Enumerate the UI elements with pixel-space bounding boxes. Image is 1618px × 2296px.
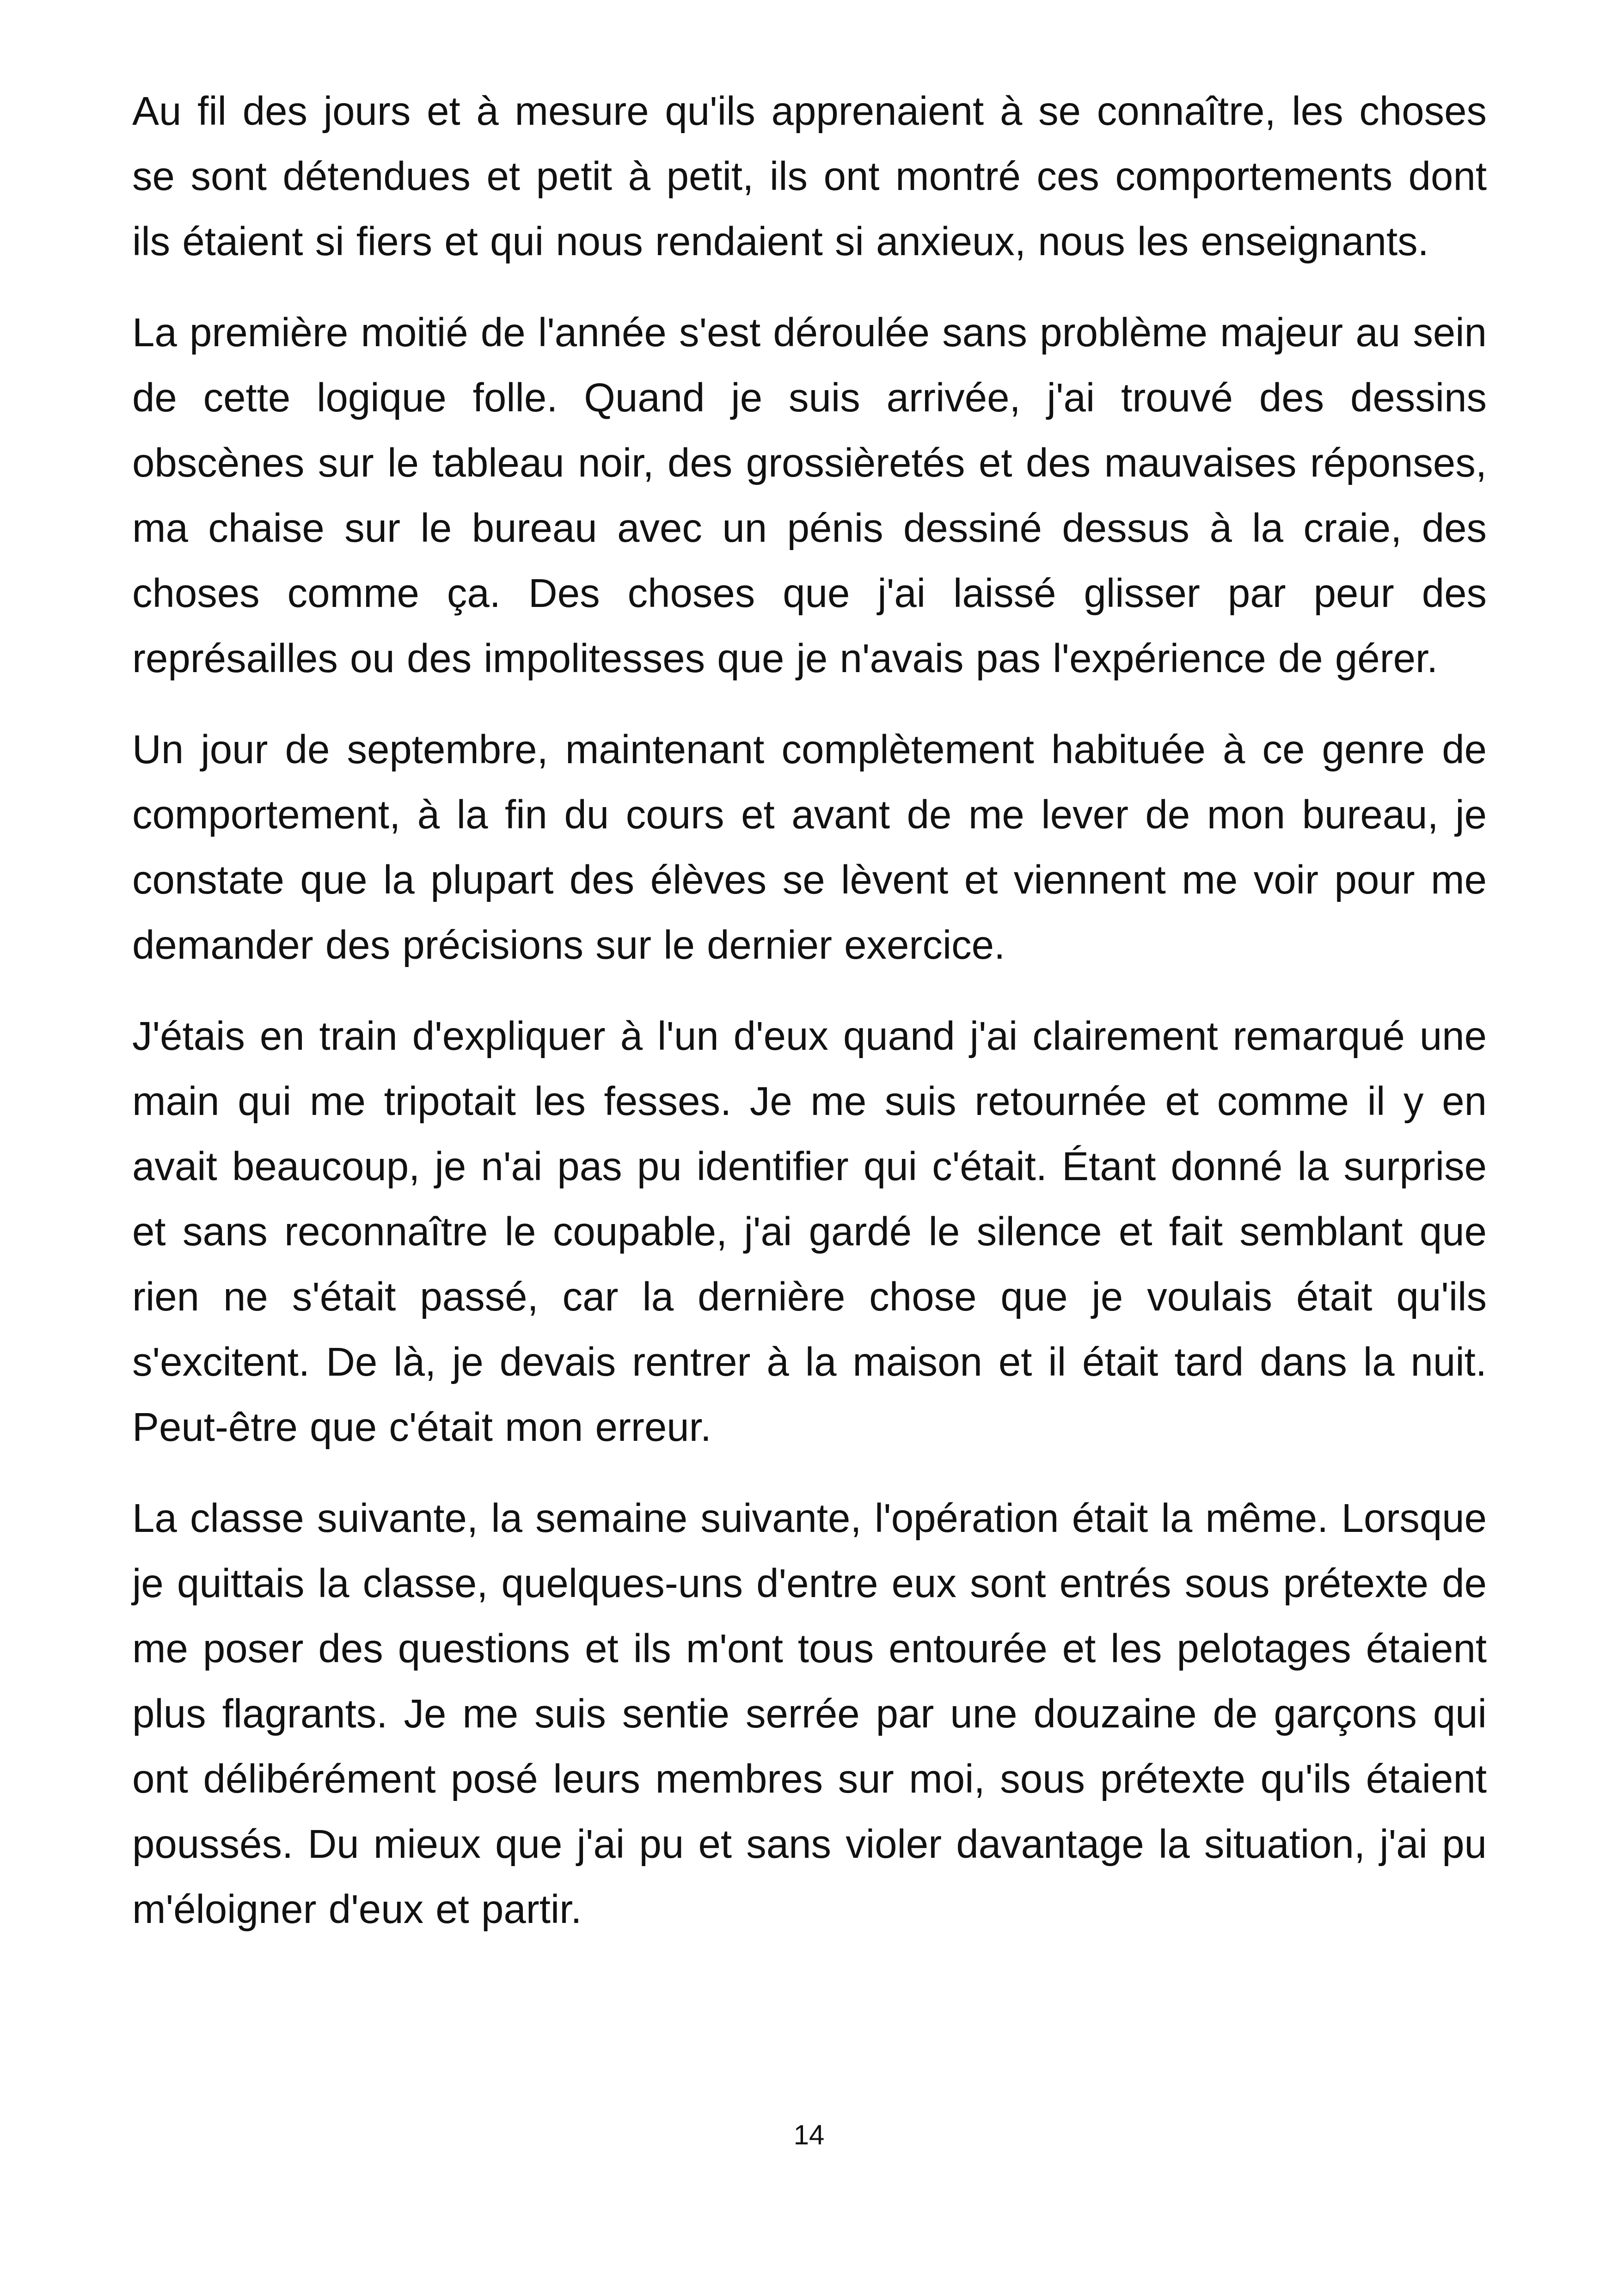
body-text	[132, 79, 1487, 1968]
paragraph: Au fil des jours et à mesure qu'ils apprenaient à se connaître, les choses se sont détendues et petit à petit, ils ont montré ces comportements dont ils étaient si fiers et qui nous rendaient si anxieux, nous les enseignants.	[132, 89, 1487, 264]
paragraph: La classe suivante, la semaine suivante, l'opération était la même. Lorsque je quittais la classe, quelques-uns d'entre eux sont entrés sous prétexte de me poser des questions et ils m'ont tous entourée et les pelotages étaient plus flagrants. Je me suis sentie serrée par une douzaine de garçons qui ont délibérément posé leurs membres sur moi, sous prétexte qu'ils étaient poussés. Du mieux que j'ai pu et sans violer davantage la situation, j'ai pu m'éloigner d'eux et partir.	[132, 1496, 1487, 1932]
paragraph: Un jour de septembre, maintenant complètement habituée à ce genre de comportement, à la fin du cours et avant de me lever de mon bureau, je constate que la plupart des élèves se lèvent et viennent me voir pour me demander des précisions sur le dernier exercice.	[132, 727, 1487, 967]
paragraph: J'étais en train d'expliquer à l'un d'eux quand j'ai clairement remarqué une main qui me tripotait les fesses. Je me suis retournée et comme il y en avait beaucoup, je n'ai pas pu identifier qui c'était. Étant donné la surprise et sans reconnaître le coupable, j'ai gardé le silence et fait semblant que rien ne s'était passé, car la dernière chose que je voulais était qu'ils s'excitent. De là, je devais rentrer à la maison et il était tard dans la nuit. Peut-être que c'était mon erreur.	[132, 1014, 1487, 1450]
page-number: 14	[793, 2119, 825, 2150]
paragraph: La première moitié de l'année s'est déroulée sans problème majeur au sein de cette logique folle. Quand je suis arrivée, j'ai trouvé des dessins obscènes sur le tableau noir, des grossièretés et des mauvaises réponses, ma chaise sur le bureau avec un pénis dessiné dessus à la craie, des choses comme ça. Des choses que j'ai laissé glisser par peur des représailles ou des impolitesses que je n'avais pas l'expérience de gérer.	[132, 310, 1487, 681]
